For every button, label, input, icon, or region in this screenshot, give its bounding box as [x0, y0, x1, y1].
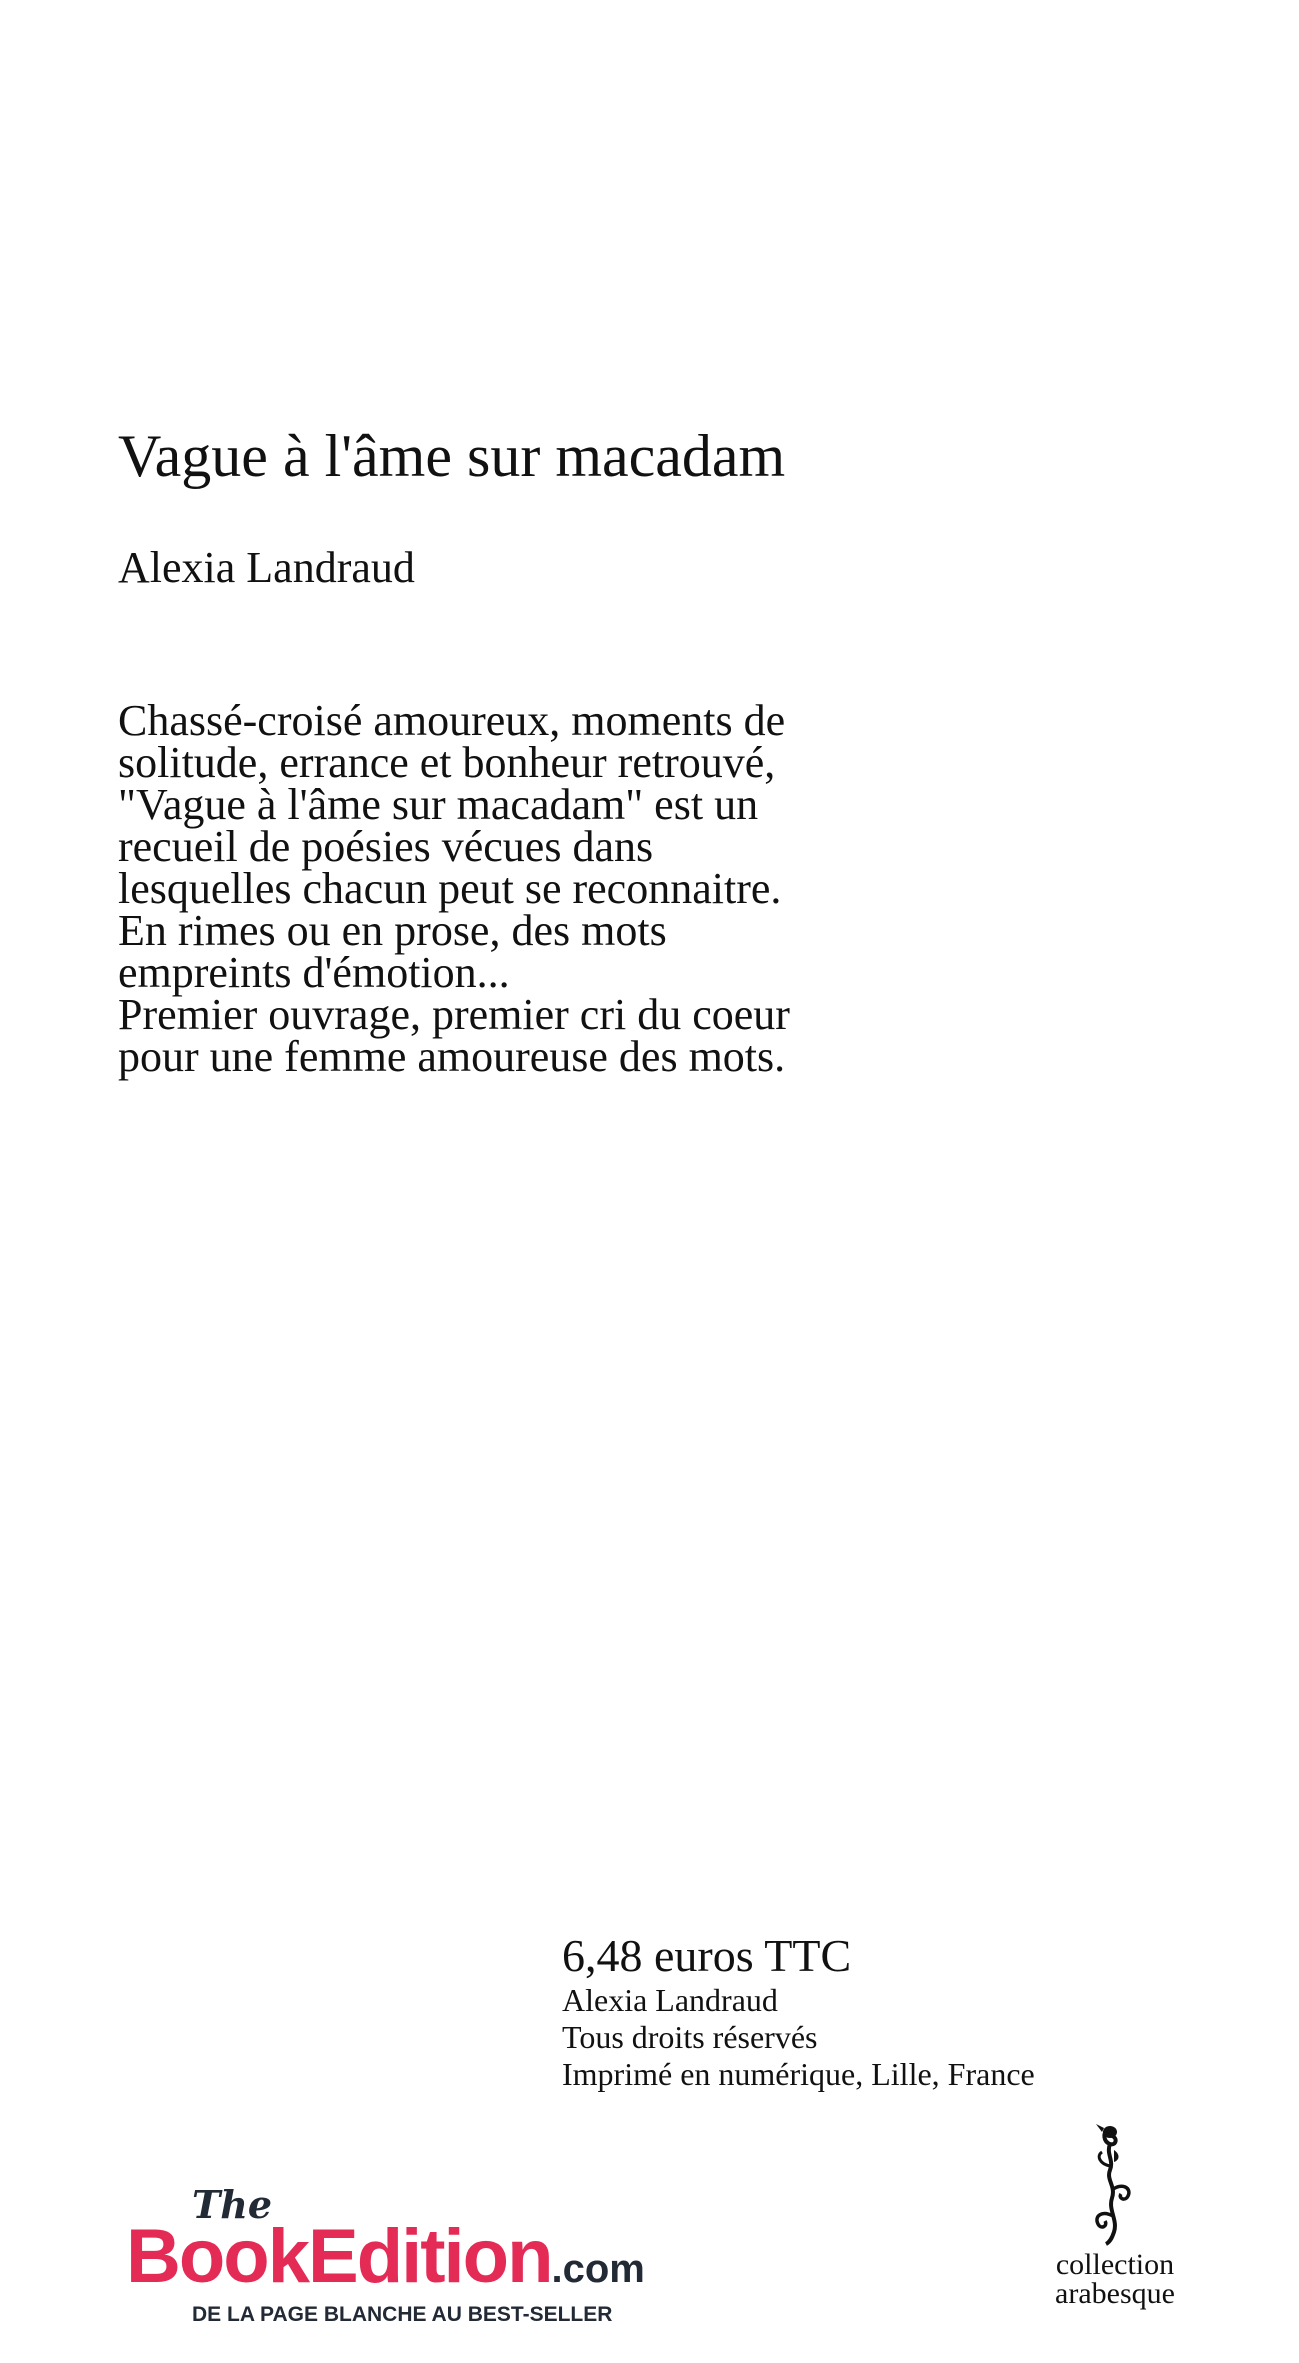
logo-tagline: DE LA PAGE BLANCHE AU BEST-SELLER: [192, 2303, 613, 2326]
imprint-author: Alexia Landraud: [562, 1982, 778, 2018]
price: 6,48 euros TTC: [562, 1930, 852, 1981]
blurb-line: solitude, errance et bonheur retrouvé,: [118, 738, 776, 787]
blurb-line: Chassé-croisé amoureux, moments de: [118, 696, 786, 745]
book-author: Alexia Landraud: [118, 543, 415, 592]
thebookedition-logo: [126, 2182, 716, 2335]
blurb-line: En rimes ou en prose, des mots: [118, 906, 667, 955]
blurb-line: "Vague à l'âme sur macadam" est un: [118, 780, 759, 829]
print-location: Imprimé en numérique, Lille, France: [562, 2056, 1035, 2092]
rights-notice: Tous droits réservés: [562, 2019, 818, 2055]
logo-brand: [126, 2215, 645, 2311]
collection-arabesque-logo: [1030, 2120, 1200, 2330]
blurb-line: pour une femme amoureuse des mots.: [118, 1032, 786, 1081]
imprint-block: [562, 1930, 1122, 2093]
logo-the-text: The: [192, 2182, 273, 2227]
logo-brand-suffix: .com: [551, 2247, 645, 2291]
blurb-line: recueil de poésies vécues dans: [118, 822, 654, 871]
blurb-line: Premier ouvrage, premier cri du coeur: [118, 990, 790, 1039]
blurb-line: empreints d'émotion...: [118, 948, 510, 997]
collection-label-line2: arabesque: [1055, 2277, 1175, 2310]
logo-brand-main: BookEdition: [126, 2214, 552, 2299]
blurb-line: lesquelles chacun peut se reconnaitre.: [118, 864, 782, 913]
book-title: Vague à l'âme sur macadam: [118, 423, 786, 489]
collection-label-line1: collection: [1055, 2248, 1175, 2281]
arabesque-ornament-icon: [1080, 2120, 1150, 2250]
book-blurb: [118, 696, 978, 1081]
